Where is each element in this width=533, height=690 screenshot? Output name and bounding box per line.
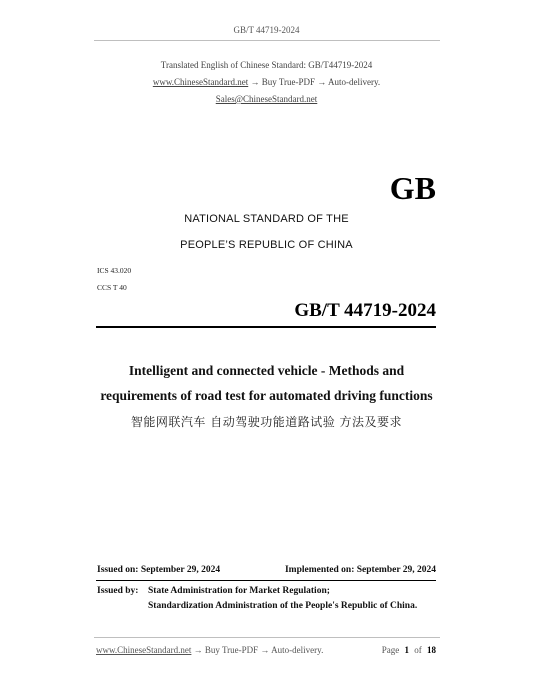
title-en-line-1: Intelligent and connected vehicle - Methods and — [128, 363, 405, 378]
ccs-code: CCS T 40 — [97, 283, 127, 292]
banner-site-link[interactable]: www.ChineseStandard.net — [152, 77, 249, 87]
banner-line-2 — [0, 77, 533, 87]
footer-site-link[interactable]: www.ChineseStandard.net — [96, 645, 192, 655]
issued-by-label: Issued by: — [97, 586, 139, 596]
title-rule — [96, 326, 436, 328]
page-indicator — [382, 645, 436, 655]
footer-left — [96, 645, 323, 655]
footer-rule — [94, 637, 440, 638]
standard-number: GB/T 44719-2024 — [294, 300, 436, 321]
national-standard-line-2: PEOPLE’S REPUBLIC OF CHINA — [180, 239, 353, 251]
footer-rest: → Buy True-PDF → Auto-delivery. — [193, 645, 324, 655]
issuer-line-1: State Administration for Market Regulation; — [148, 586, 330, 596]
title-en-line-2: requirements of road test for automated driving functions — [100, 388, 433, 403]
issued-date: Issued on: September 29, 2024 — [97, 565, 221, 575]
banner-email-link[interactable]: Sales@ChineseStandard.net — [215, 94, 318, 104]
banner-line-2-rest: → Buy True-PDF → Auto-delivery. — [250, 77, 381, 87]
dates-rule — [96, 580, 436, 581]
page-label: Page — [381, 645, 400, 655]
page-total: 18 — [427, 645, 436, 655]
page-of: of — [414, 645, 422, 655]
banner-line-3 — [0, 94, 533, 104]
implemented-date: Implemented on: September 29, 2024 — [284, 565, 436, 575]
title-cn: 智能网联汽车 自动驾驶功能道路试验 方法及要求 — [130, 415, 403, 429]
banner-line-1: Translated English of Chinese Standard: GB/T44719-2024 — [160, 60, 373, 70]
running-header: GB/T 44719-2024 — [233, 25, 300, 35]
gb-mark: GB — [389, 170, 436, 206]
ics-code: ICS 43.020 — [97, 266, 132, 275]
national-standard-line-1: NATIONAL STANDARD OF THE — [184, 213, 349, 225]
issuer-line-2: Standardization Administration of the People's Republic of China. — [148, 601, 418, 611]
header-rule — [94, 40, 440, 41]
page-current: 1 — [404, 645, 409, 655]
